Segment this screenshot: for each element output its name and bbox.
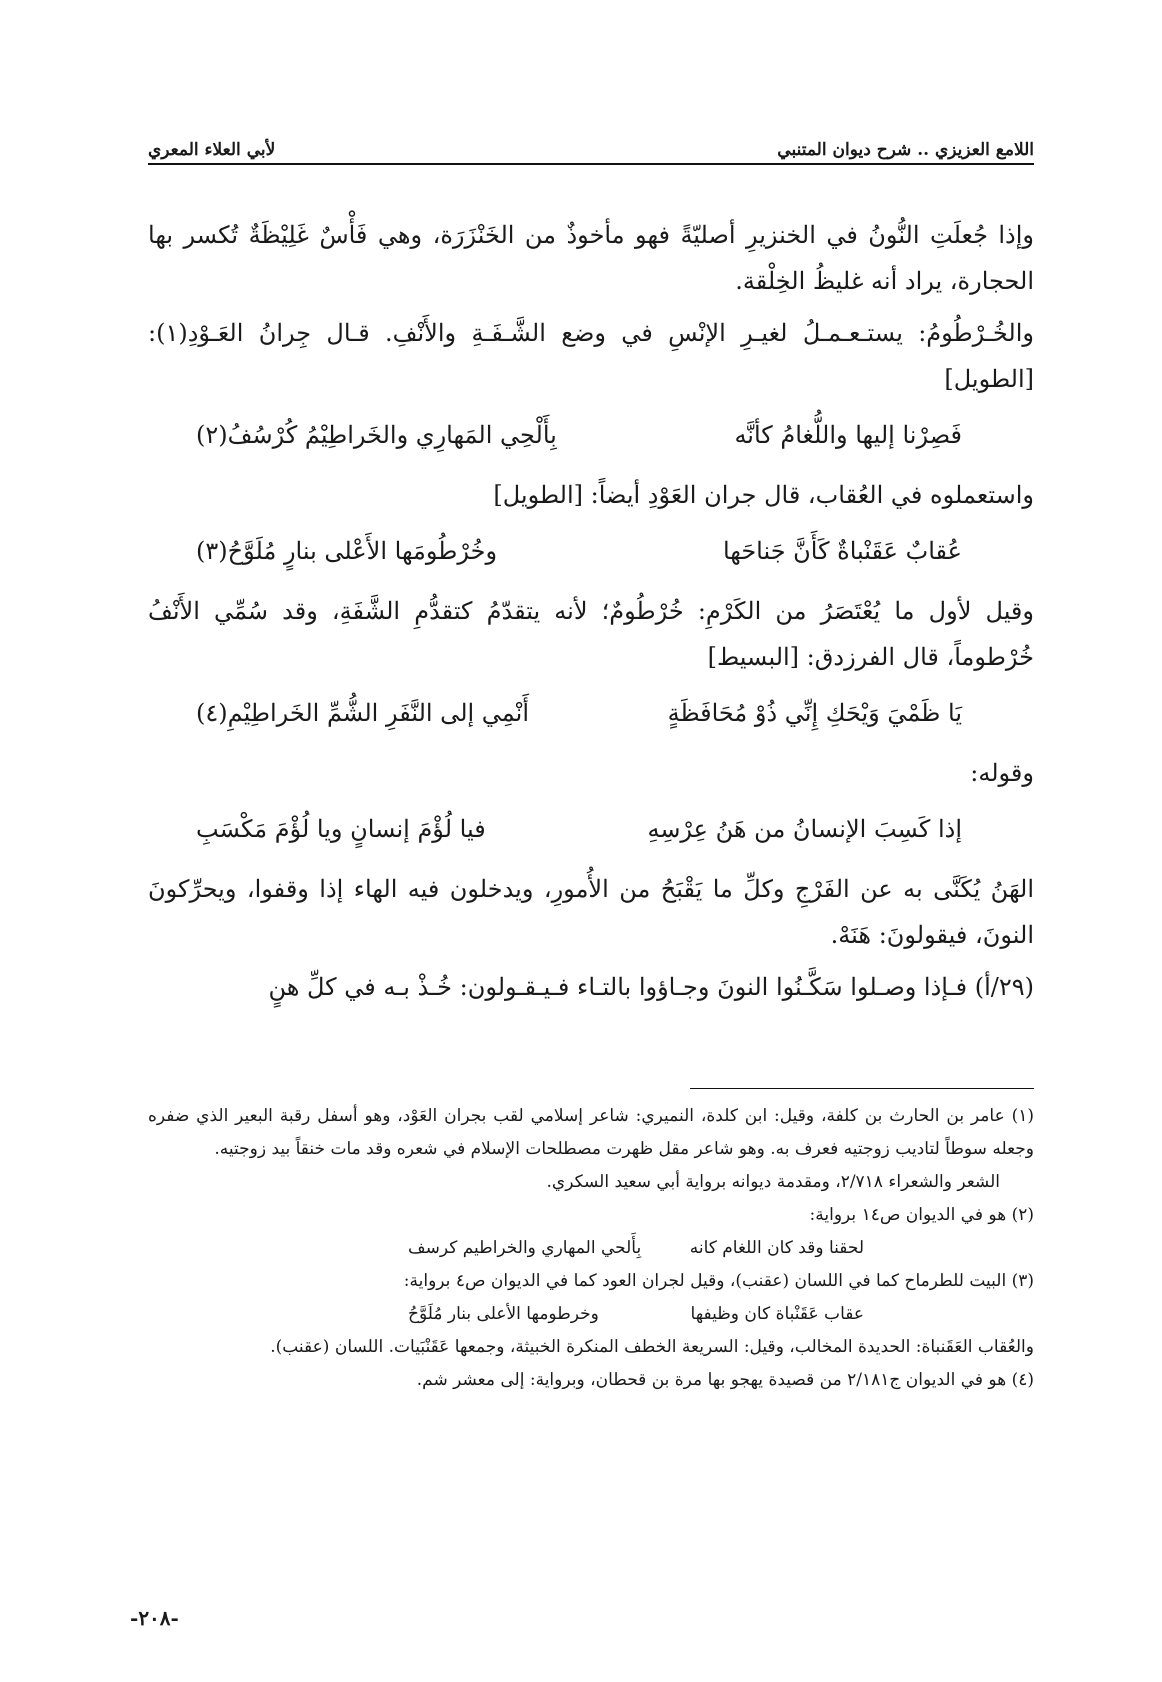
- verse-1-second-hemistich: بِأَلْحِي المَهارِي والخَراطِيْمُ كُرْسُفُ(٢): [196, 421, 557, 449]
- footnotes: [148, 1100, 1034, 1397]
- verse-2: [148, 528, 1034, 574]
- main-text: [148, 212, 1034, 1016]
- verse-4-first-hemistich: إذا كَسِبَ الإنسانُ من هَنُ عِرْسِهِ: [647, 815, 962, 843]
- verse-2-second-hemistich: وخُرْطُومَها الأَعْلى بنارٍ مُلَوَّحُ(٣): [196, 537, 498, 565]
- footnote-3-note: والعُقاب العَقَنباة: الحديدة المخالب، وقيل: السريعة الخطف المنكرة الخبيثة، وجمعها عَقَنْبَيات. اللسان (عقنب).: [270, 1337, 1034, 1357]
- verse-2-first-hemistich: عُقابٌ عَقَنْباةٌ كَأَنَّ جَناحَها: [722, 537, 962, 565]
- footnote-1-source: الشعر والشعراء ٢/٧١٨، ومقدمة ديوانه برواية أبي سعيد السكري.: [546, 1172, 1000, 1192]
- footnote-1: (١) عامر بن الحارث بن كلفة، وقيل: ابن كلدة، النميري: شاعر إسلامي لقب بجران العَوْد، وهو أسفل رقبة البعير الذي ضفره وجعله سوطاً لتاديب زوجتيه فعرف به. وهو شاعر مقل ظهرت مصطلحات الإسلام في شعره وقد مات خنقاً بيد زوجتيه.: [148, 1106, 1034, 1159]
- paragraph-3: واستعملوه في العُقاب، قال جران العَوْدِ أيضاً: [الطويل]: [493, 481, 1034, 509]
- paragraph-5: وقوله:: [970, 759, 1034, 787]
- paragraph-1: وإذا جُعلَتِ النُّونُ في الخنزيرِ أصليّةً فهو مأخوذٌ من الخَنْزَرَة، وهي فَأْسٌ غَلِيْظَةٌ تُكسر بها الحجارة، يراد أنه غليظُ الخِلْقة.: [148, 221, 1034, 295]
- verse-1-first-hemistich: فَصِرْنا إليها واللُّغامُ كأنَّه: [734, 421, 962, 449]
- paragraph-6: الهَنُ يُكَنَّى به عن الفَرْجِ وكلِّ ما يَقْبَحُ من الأُمورِ، ويدخلون فيه الهاء إذا وقفوا، ويحرِّكونَ النونَ، فيقولونَ: هَنَهْ.: [148, 875, 1034, 949]
- verse-4: [148, 806, 1034, 852]
- paragraph-7: (٢٩/أ) فـإذا وصـلوا سَكَّـنُوا النونَ وجـاؤوا بالتـاء فـيـقـولون: خُـذْ بـه في كلِّ هنٍ: [268, 973, 1034, 1001]
- footnote-2-verse: [148, 1232, 1034, 1265]
- header-divider: [148, 163, 1034, 165]
- paragraph-2: والخُـرْطُومُ: يستـعـمـلُ لغيـرِ الإنْسِ في وضع الشَّـفَـةِ والأَنْفِ. قـال جِرانُ العَـوْدِ(١): [الطويل]: [148, 319, 1034, 393]
- footnote-3-verse-first: عقاب عَقَنْباة كان وظيفها: [690, 1304, 864, 1324]
- running-header: [148, 126, 1034, 160]
- footnote-divider: [690, 1088, 1034, 1089]
- footnote-2-verse-second: بِأَلحي المهاري والخراطيم كرسف: [408, 1238, 642, 1258]
- verse-3: [148, 690, 1034, 736]
- footnote-2-verse-first: لحقنا وقد كان اللغام كانه: [689, 1238, 864, 1258]
- verse-4-second-hemistich: فيا لُؤْمَ إنسانٍ ويا لُؤْمَ مَكْسَبِ: [196, 815, 486, 843]
- footnote-3-verse-second: وخرطومها الأعلى بنار مُلَوَّحُ: [408, 1304, 599, 1324]
- footnote-3: (٣) البيت للطرماح كما في اللسان (عقنب)، وقيل لجران العود كما في الديوان ص٤ برواية:: [403, 1271, 1034, 1291]
- verse-3-second-hemistich: أَنْمِي إلى النَّفَرِ الشُّمِّ الخَراطِيْمِ(٤): [196, 699, 530, 727]
- page-number: -٢٠٨-: [130, 1606, 179, 1630]
- footnote-2: (٢) هو في الديوان ص١٤ برواية:: [809, 1205, 1034, 1225]
- verse-3-first-hemistich: يَا ظَمْيَ وَيْحَكِ إِنِّي ذُوْ مُحَافَظَةٍ: [667, 699, 962, 727]
- footnote-4: (٤) هو في الديوان ج٢/١٨١ من قصيدة يهجو بها مرة بن قحطان، وبرواية: إلى معشر شم.: [416, 1370, 1034, 1390]
- paragraph-4: وقيل لأول ما يُعْتَصَرُ من الكَرْمِ: خُرْطُومٌ؛ لأنه يتقدّمُ كتقدُّمِ الشَّفَةِ، وقد سُمِّي الأَنْفُ خُرْطوماً، قال الفرزدق: [البسيط]: [148, 597, 1034, 671]
- header-book-title: اللامع العزيزي .. شرح ديوان المتنبي: [777, 140, 1034, 160]
- footnote-3-verse: [148, 1298, 1034, 1331]
- header-author: لأبي العلاء المعري: [148, 140, 276, 160]
- verse-1: [148, 412, 1034, 458]
